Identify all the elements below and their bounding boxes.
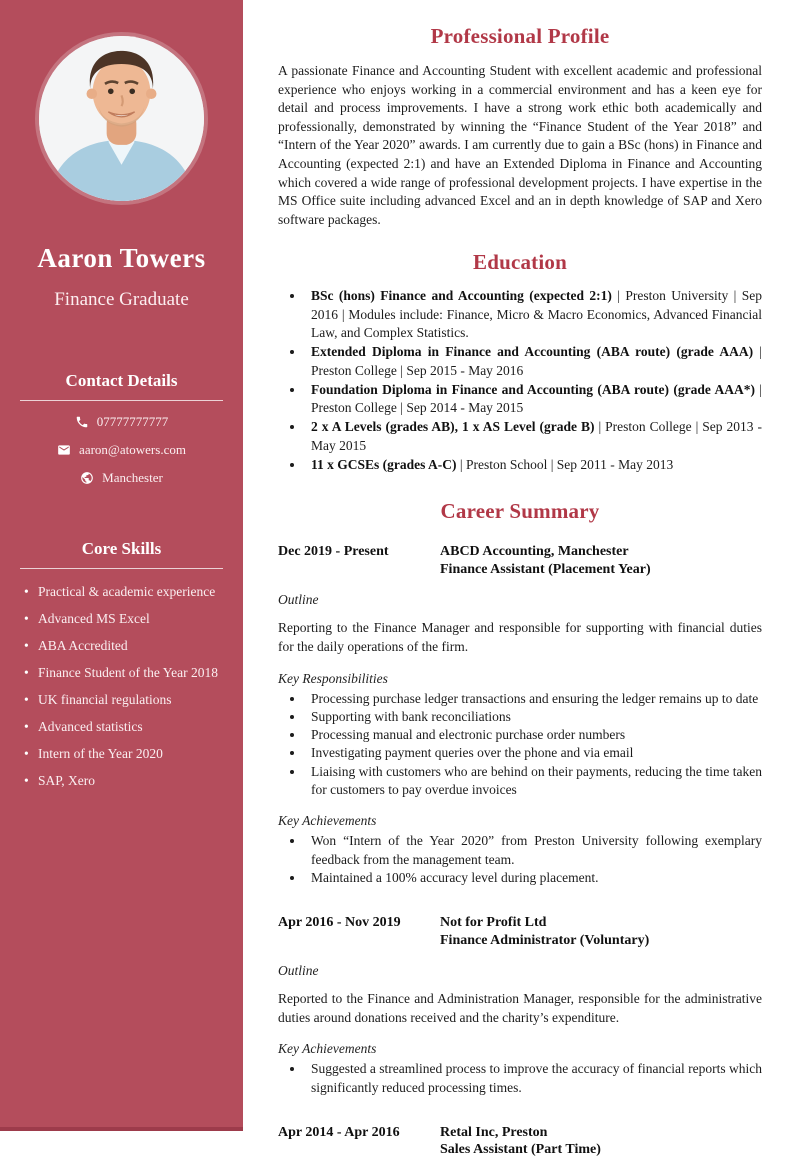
skills-list xyxy=(0,585,243,788)
skill-item: • SAP, Xero xyxy=(24,774,233,788)
job-header xyxy=(278,914,762,949)
education-qualification: 2 x A Levels (grades AB), 1 x AS Level (grade B) xyxy=(311,419,595,435)
skill-item: • Practical & academic experience xyxy=(24,585,233,599)
skills-heading: Core Skills xyxy=(81,539,162,558)
profile-text: A passionate Finance and Accounting Student with excellent academic and professional experience who enjoys working in a commercial environment and has a keen eye for detail and process improvements. I have a strong work ethic both academically and professionally, demonstrated by winning the “Finance Student of the Year 2018” and “Intern of the Year 2020” awards. I am currently due to gain a BSc (hons) in Finance and Accounting (expected 2:1) and have an Extended Diploma in Finance and Accounting which covered a wide range of professional development projects. I have expertise in the MS Office suite including advanced Excel and an in depth knowledge of SAP and Xero software packages. xyxy=(278,63,762,227)
achievement-item: • Won “Intern of the Year 2020” from Preston University following exemplary feedback from the management team. xyxy=(305,832,762,869)
education-qualification: Extended Diploma in Finance and Accounting (ABA route) (grade AAA) xyxy=(311,344,754,360)
outline-label: Outline xyxy=(278,592,319,608)
skill-item: • Finance Student of the Year 2018 xyxy=(24,666,233,680)
responsibility-item: • Investigating payment queries over the phone and via email xyxy=(305,744,762,762)
education-details: | Preston School | Sep 2011 - May 2013 xyxy=(456,457,674,473)
achievement-item: • Maintained a 100% accuracy level during placement. xyxy=(305,869,762,887)
education-list xyxy=(278,287,762,474)
job-dates: Dec 2019 - Present xyxy=(278,544,389,560)
job-company: ABCD Accounting, Manchester xyxy=(440,544,629,560)
job-company: Retal Inc, Preston xyxy=(440,1124,548,1140)
education-qualification: Foundation Diploma in Finance and Accounting (ABA route) (grade AAA*) xyxy=(311,381,755,397)
email-address: aaron@atowers.com xyxy=(79,442,186,457)
main-content xyxy=(243,0,800,1158)
location-text: Manchester xyxy=(102,470,163,485)
responsibility-item: • Liaising with customers who are behind on their payments, reducing the time taken for customers to pay overdue invoices xyxy=(305,763,762,800)
achievements-list xyxy=(278,1060,762,1097)
phone-icon xyxy=(75,415,89,429)
profile-photo xyxy=(39,36,204,201)
achievements-label: Key Achievements xyxy=(278,813,377,829)
person-name: Aaron Towers xyxy=(37,243,206,273)
globe-icon xyxy=(80,471,94,485)
portrait-illustration xyxy=(39,36,204,201)
job-entry-3 xyxy=(278,1124,762,1159)
achievement-item: • Suggested a streamlined process to improve the accuracy of financial reports which significantly reduced processing times. xyxy=(305,1060,762,1097)
person-title: Finance Graduate xyxy=(54,289,189,310)
responsibilities-label: Key Responsibilities xyxy=(278,670,388,686)
job-header xyxy=(278,543,762,578)
responsibilities-list xyxy=(278,690,762,800)
profile-heading: Professional Profile xyxy=(430,24,610,48)
job-dates: Apr 2016 - Nov 2019 xyxy=(278,915,401,931)
outline-text: Reported to the Finance and Administration Manager, responsible for the administrative duties around donations received and the charity’s expenditure. xyxy=(278,991,762,1025)
skill-item: • ABA Accredited xyxy=(24,639,233,653)
education-details: | Preston University | Sep 2016 | Modules include: Finance, Micro & Macro Economics, Advanced Financial Law, and Complex Statistics. xyxy=(311,288,762,340)
education-qualification: BSc (hons) Finance and Accounting (expected 2:1) xyxy=(311,288,612,304)
achievements-label: Key Achievements xyxy=(278,1041,377,1057)
education-qualification: 11 x GCSEs (grades A-C) xyxy=(311,457,457,473)
career-heading: Career Summary xyxy=(440,499,600,524)
education-details: | Preston College | Sep 2014 - May 2015 xyxy=(311,381,763,416)
outline-text: Reporting to the Finance Manager and responsible for supporting with financial duties for the daily operations of the firm. xyxy=(278,620,762,654)
skill-item: • Advanced MS Excel xyxy=(24,612,233,626)
education-item xyxy=(305,381,762,418)
contact-location-row xyxy=(0,469,243,487)
skill-item: • Advanced statistics xyxy=(24,720,233,734)
job-company-role xyxy=(440,1124,601,1159)
achievements-list xyxy=(278,832,762,887)
job-company: Not for Profit Ltd xyxy=(440,915,547,931)
education-item xyxy=(305,456,762,474)
education-details: | Preston College | Sep 2015 - May 2016 xyxy=(311,344,762,378)
responsibility-item: • Processing manual and electronic purchase order numbers xyxy=(305,726,762,744)
job-entry-1 xyxy=(278,543,762,887)
education-heading: Education xyxy=(473,250,567,275)
job-dates: Apr 2014 - Apr 2016 xyxy=(278,1124,400,1140)
contact-email-row xyxy=(0,441,243,459)
contact-list xyxy=(0,413,243,487)
contact-phone-row xyxy=(0,413,243,431)
education-item xyxy=(305,343,762,380)
sidebar xyxy=(0,0,243,1131)
education-item xyxy=(305,287,762,342)
education-item xyxy=(305,418,762,455)
job-company-role xyxy=(440,543,651,578)
skill-item: • UK financial regulations xyxy=(24,693,233,707)
skill-item: • Intern of the Year 2020 xyxy=(24,747,233,761)
phone-number: 07777777777 xyxy=(96,414,169,429)
education-details: | Preston College | Sep 2013 - May 2015 xyxy=(311,419,762,453)
outline-label: Outline xyxy=(278,963,319,979)
email-icon xyxy=(57,443,71,457)
contact-divider xyxy=(20,400,223,401)
job-header xyxy=(278,1124,762,1159)
responsibility-item: • Processing purchase ledger transactions and ensuring the ledger remains up to date xyxy=(305,690,762,708)
responsibility-item: • Supporting with bank reconciliations xyxy=(305,708,762,726)
job-entry-2 xyxy=(278,914,762,1097)
job-role: Sales Assistant (Part Time) xyxy=(440,1142,601,1158)
contact-heading: Contact Details xyxy=(65,371,178,390)
skills-divider xyxy=(20,568,223,569)
job-role: Finance Assistant (Placement Year) xyxy=(440,561,651,577)
job-role: Finance Administrator (Voluntary) xyxy=(440,932,650,948)
job-company-role xyxy=(440,914,649,949)
